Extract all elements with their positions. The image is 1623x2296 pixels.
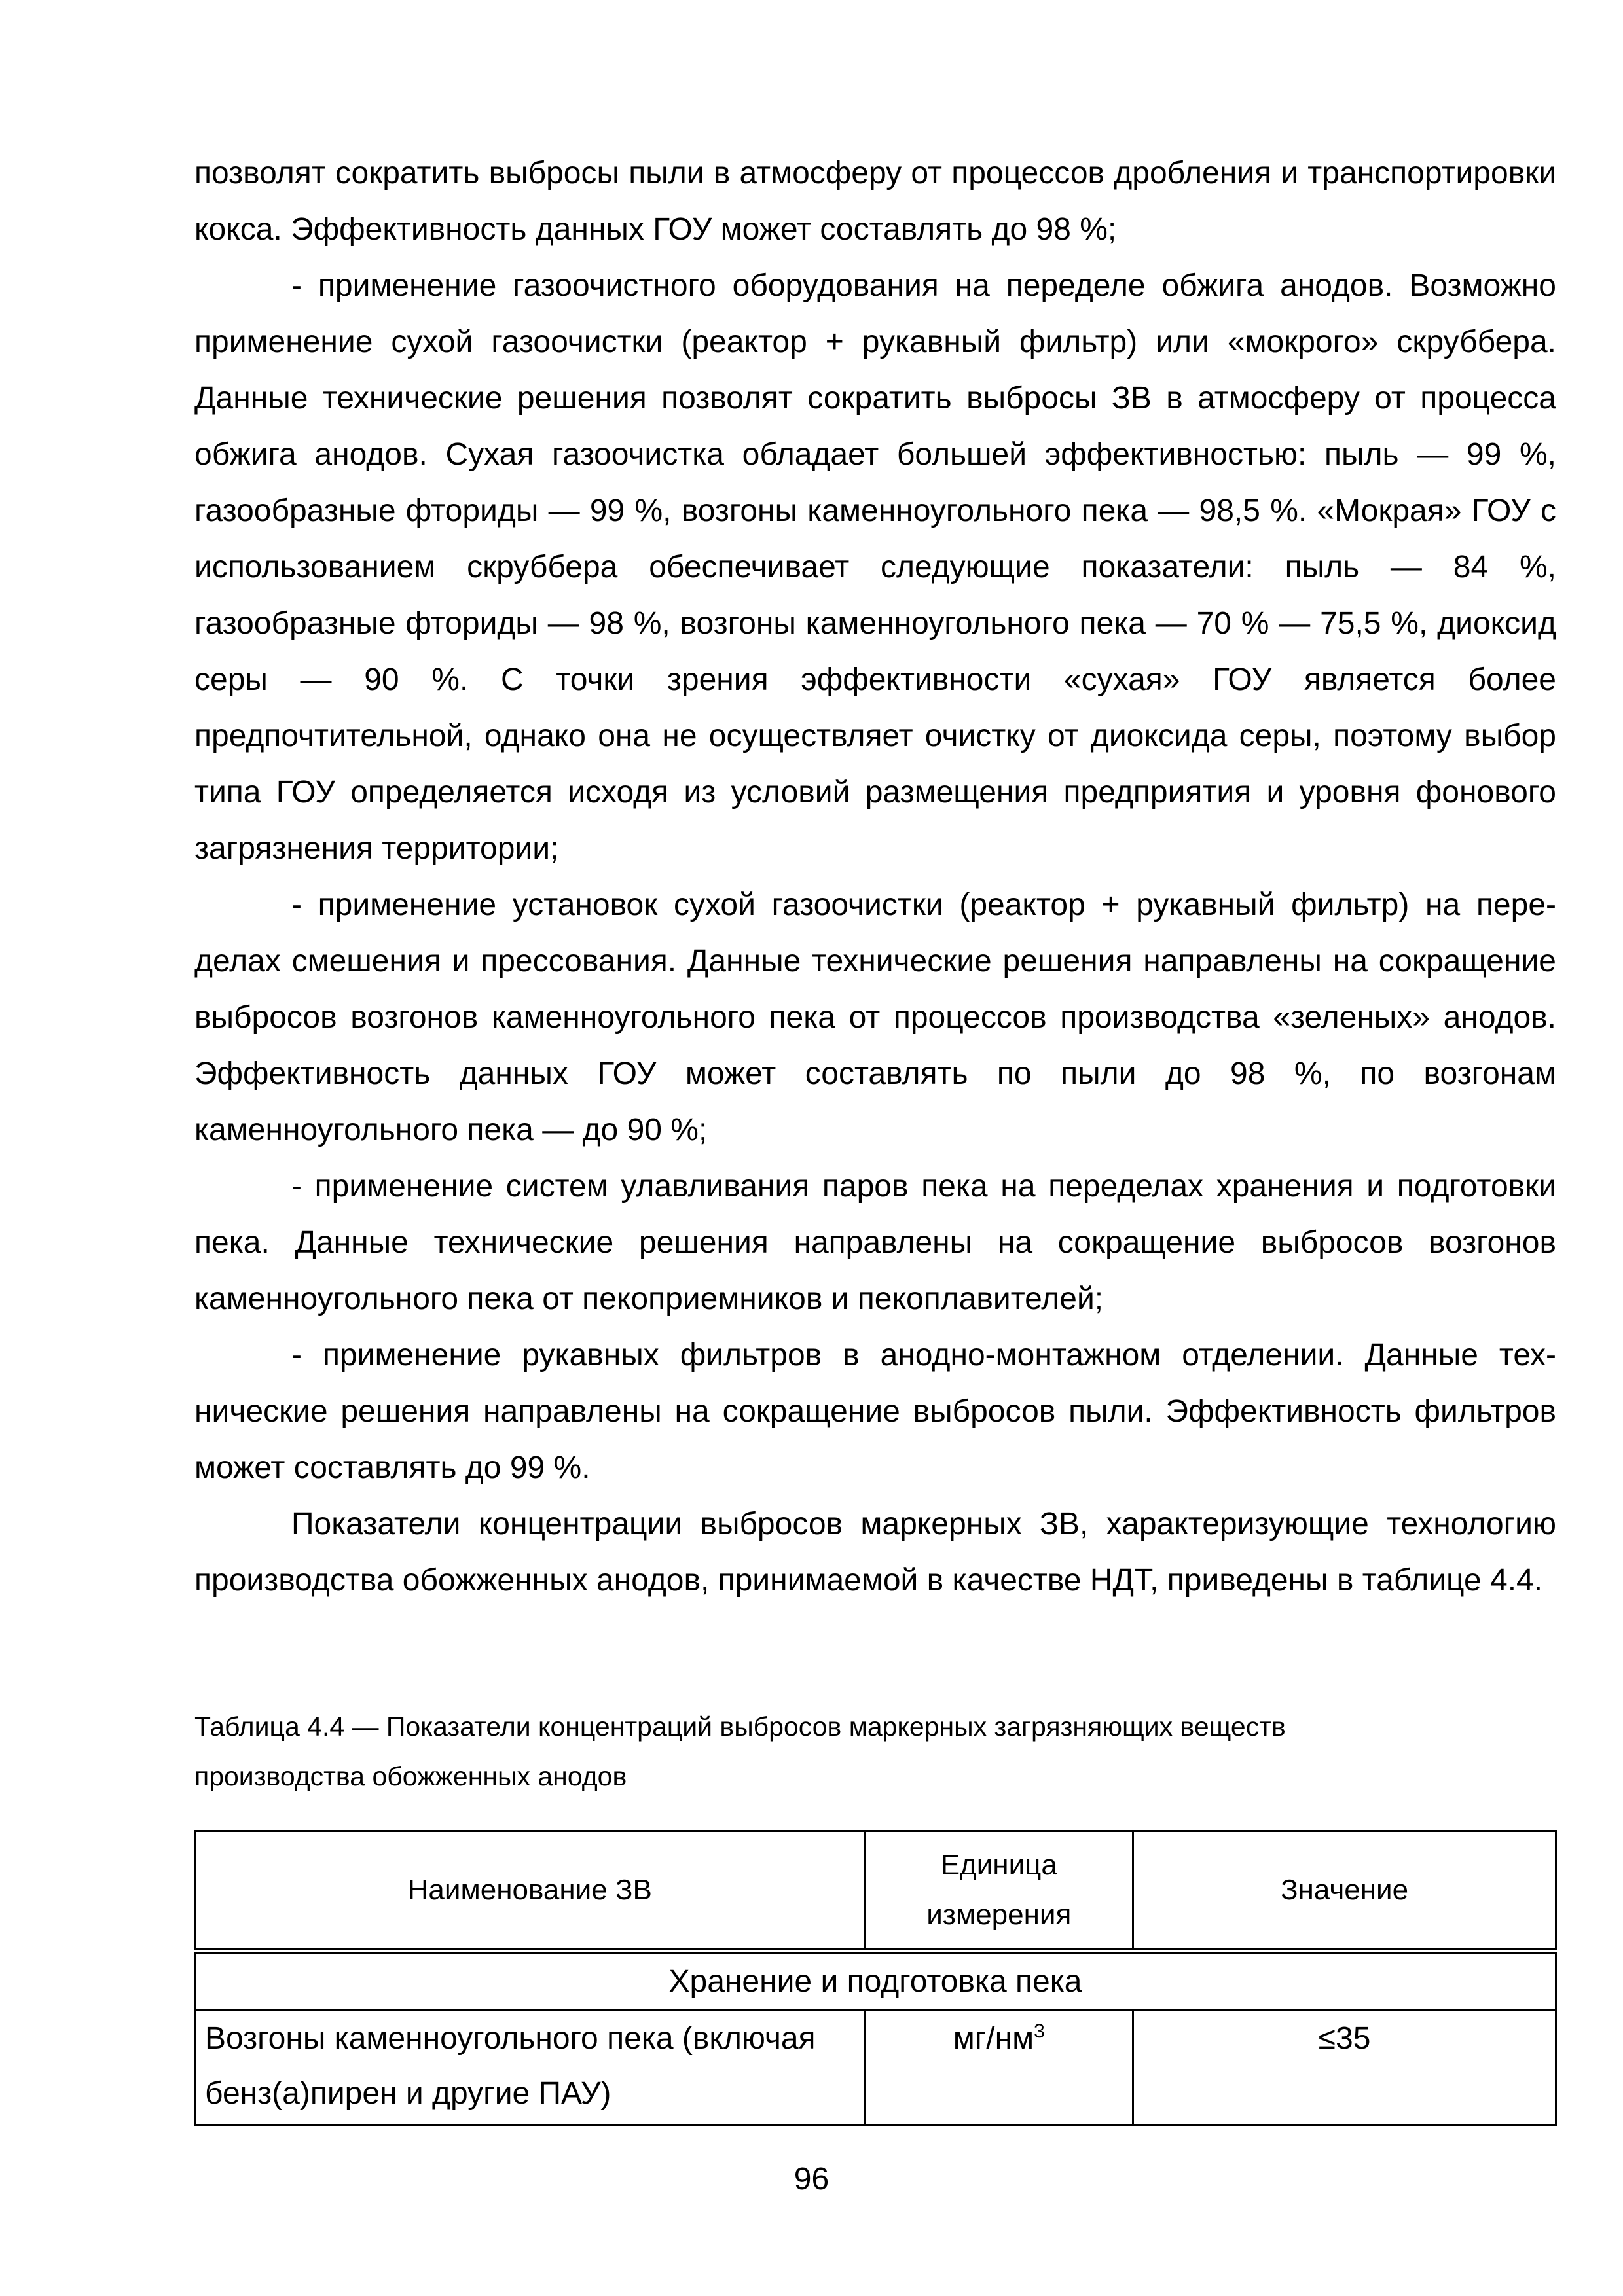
emissions-table [194,1830,1557,2126]
paragraph-1: позволят сократить выбросы пыли в атмосферу от процессов дробления и транспортировки кокса. Эффективность данных ГОУ может составлять до 98 %; [194,156,1556,247]
body-text [194,145,1556,1609]
row-unit [865,2011,1133,2125]
table-section-row [195,1952,1556,2011]
header-unit-line-1: Единица [940,1849,1057,1881]
table-header-row [195,1831,1556,1952]
table-caption-line-2: производства обожженных анодов [194,1761,627,1791]
header-name: Наименование ЗВ [195,1831,865,1952]
header-unit-line-2: измерения [926,1899,1072,1931]
paragraph-6: Показатели концентрации выбросов маркерных ЗВ, характеризующие технологию производства обожженных анодов, принимаемой в качестве НДТ, приведены в таблице 4.4. [194,1507,1556,1598]
paragraph-2: - применение газоочистного оборудования на переделе обжига анодов. Возможно применение сухой газоочистки (реактор + рукавный фильтр) или «мокрого» скруббера. Данные технические решения позволят сократить выбросы ЗВ в атмосферу от процесса обжига анодов. Сухая газоочистка обладает большей эффективностью: пыль — 99 %, газообразные фториды — 99 %, возгоны каменноугольного пека — 98,5 %. «Мокрая» ГОУ с использованием скруббера обеспечивает следующие показатели: пыль — 84 %, газообразные фториды — 98 %, возгоны каменноугольного пека — 70 % — 75,5 %, диоксид серы — 90 %. С точки зрения эффективности «сухая» ГОУ является более предпочтительной, однако она не осуществляет очистку от диоксида серы, поэтому выбор типа ГОУ определяется исходя из условий размещения предприятия и уровня фонового загрязнения территории; [194,268,1556,866]
table-row [195,2011,1556,2125]
header-value: Значение [1133,1831,1556,1952]
row-name [195,2011,865,2125]
row-unit-text: мг/нм [953,2021,1034,2056]
row-name-line-1: Возгоны каменноугольного пека (включая [205,2021,816,2056]
section-title: Хранение и подготовка пека [195,1952,1556,2011]
page-number: 96 [793,2162,830,2197]
table-caption [194,1702,1556,1801]
row-name-line-2: бенз(а)пирен и другие ПАУ) [205,2076,611,2111]
row-unit-superscript: 3 [1034,2020,1045,2042]
row-value: ≤35 [1133,2011,1556,2125]
paragraph-3: - применение установок сухой газоочистки (реактор + рукавный фильтр) на переделах смешения и прессования. Данные технические решения направлены на сокращение выбросов возгонов каменноугольного пека от процессов производства «зеленых» анодов. Эффективность данных ГОУ может составлять по пыли до 98 %, по возгонам каменноугольного пека — до 90 %; [194,888,1556,1147]
header-unit [865,1831,1133,1952]
paragraph-5: - применение рукавных фильтров в анодно-монтажном отделении. Данные технические решения направлены на сокращение выбросов пыли. Эффективность фильтров может составлять до 99 %. [194,1338,1556,1485]
table-caption-line-1: Таблица 4.4 — Показатели концентраций выбросов маркерных загрязняющих веществ [194,1712,1286,1742]
paragraph-4: - применение систем улавливания паров пека на переделах хранения и подготовки пека. Данные технические решения направлены на сокращение выбросов возгонов каменноугольного пека от пекоприемников и пекоплавителей; [194,1169,1556,1316]
